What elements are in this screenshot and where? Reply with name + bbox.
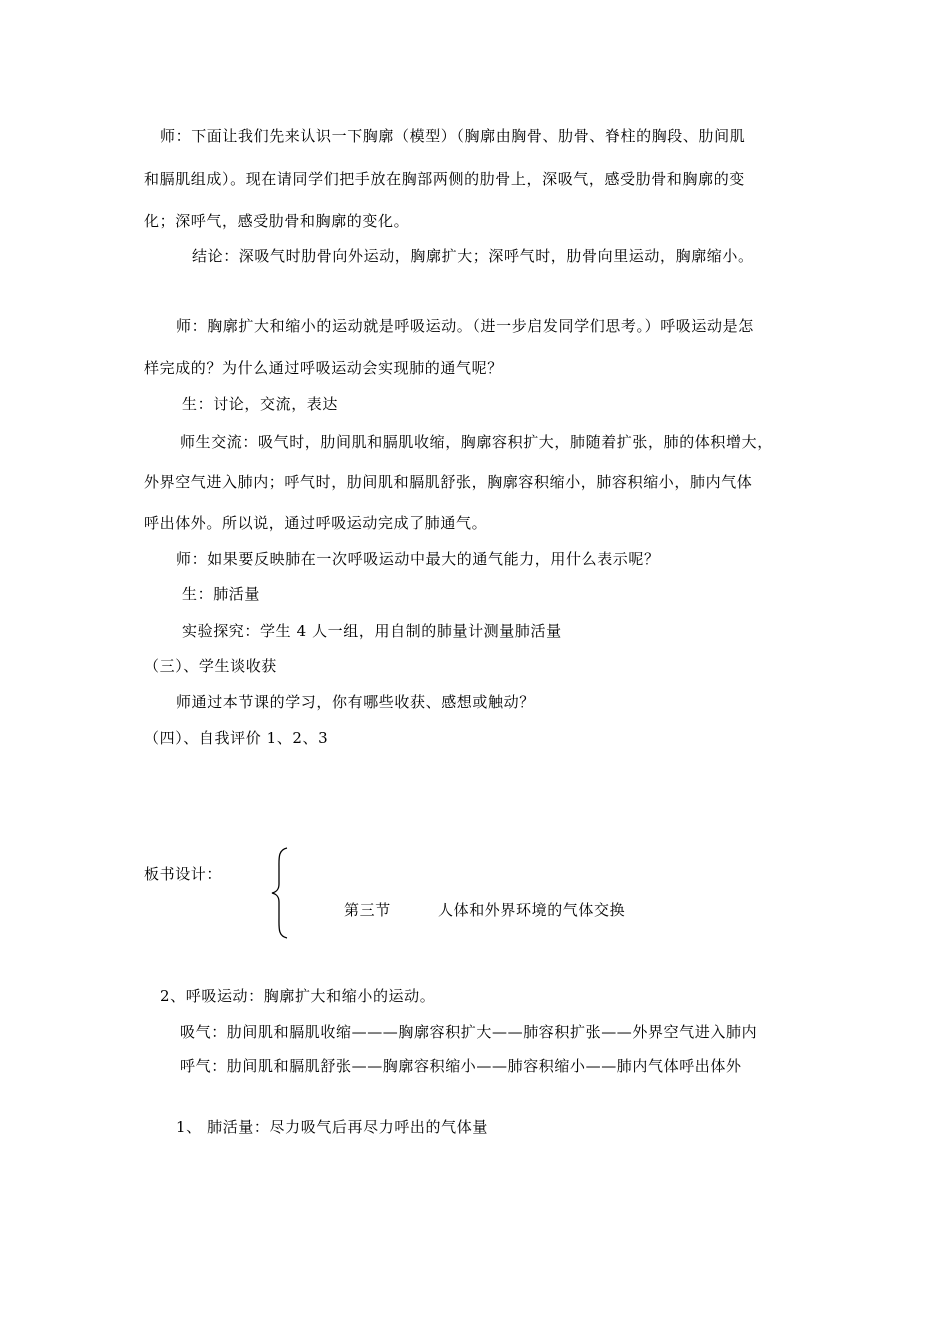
teacher-question: 师：如果要反映肺在一次呼吸运动中最大的通气能力，用什么表示呢？ (176, 550, 660, 568)
exchange-line-3: 呼出体外。所以说，通过呼吸运动完成了肺通气。 (144, 514, 488, 532)
student-response-2: 生：肺活量 (182, 585, 261, 603)
board-design-label: 板书设计： (144, 865, 223, 883)
item-2-heading: 2、呼吸运动：胸廓扩大和缩小的运动。 (160, 987, 436, 1005)
curly-brace-icon (268, 846, 292, 940)
exchange-line-1: 师生交流：吸气时，肋间肌和膈肌收缩，胸廓容积扩大，肺随着扩张，肺的体积增大， (180, 433, 773, 451)
section-4-heading: （四）、自我评价 1、2、3 (144, 729, 329, 747)
conclusion-text: 结论：深吸气时肋骨向外运动，胸廓扩大；深呼气时，肋骨向里运动，胸廓缩小。 (192, 247, 754, 265)
exchange-line-2: 外界空气进入肺内；呼气时，肋间肌和膈肌舒张，胸廓容积缩小，肺容积缩小，肺内气体 (144, 473, 753, 491)
student-response-1: 生：讨论，交流，表达 (182, 395, 339, 413)
section-number: 第三节 (344, 901, 391, 919)
paragraph-1-line-3: 化；深呼气，感受肋骨和胸廓的变化。 (144, 212, 410, 230)
exhale-process: 呼气：肋间肌和膈肌舒张——胸廓容积缩小——肺容积缩小——肺内气体呼出体外 (180, 1057, 742, 1075)
inhale-process: 吸气：肋间肌和膈肌收缩———胸廓容积扩大——肺容积扩张——外界空气进入肺内 (180, 1023, 758, 1041)
section-title: 人体和外界环境的气体交换 (438, 901, 626, 919)
paragraph-2-line-2: 样完成的？为什么通过呼吸运动会实现肺的通气呢？ (144, 359, 503, 377)
section-3-text: 师通过本节课的学习，你有哪些收获、感想或触动？ (176, 693, 535, 711)
paragraph-1-line-2: 和膈肌组成）。现在请同学们把手放在胸部两侧的肋骨上，深吸气，感受肋骨和胸廓的变 (144, 170, 745, 188)
paragraph-2-line-1: 师：胸廓扩大和缩小的运动就是呼吸运动。（进一步启发同学们思考。）呼吸运动是怎 (176, 317, 754, 335)
experiment-text: 实验探究：学生 4 人一组，用自制的肺量计测量肺活量 (182, 622, 562, 640)
item-1-text: 1、 肺活量：尽力吸气后再尽力呼出的气体量 (176, 1118, 488, 1136)
paragraph-1-line-1: 师：下面让我们先来认识一下胸廓（模型）（胸廓由胸骨、肋骨、脊柱的胸段、肋间肌 (160, 127, 746, 145)
section-3-heading: （三）、学生谈收获 (144, 657, 277, 675)
